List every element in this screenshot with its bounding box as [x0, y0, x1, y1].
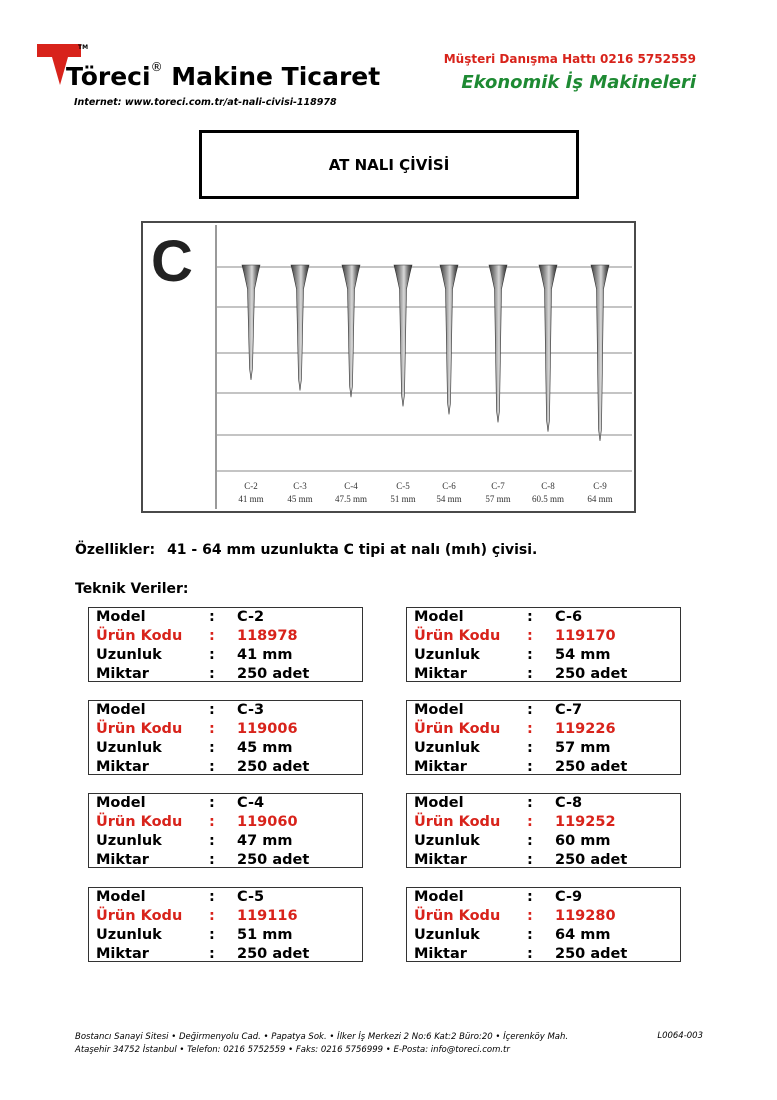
spec-separator: : — [527, 721, 533, 737]
nail-code-label: C-7 — [491, 481, 505, 491]
nail-c-7 — [489, 265, 507, 422]
spec-label: Model — [96, 795, 146, 811]
spec-separator: : — [527, 740, 533, 756]
tech-data-heading: Teknik Veriler: — [75, 581, 189, 597]
spec-value: 250 adet — [555, 759, 628, 775]
features-text: 41 - 64 mm uzunlukta C tipi at nalı (mıh) çivisi. — [167, 542, 538, 558]
spec-value: 250 adet — [555, 666, 628, 682]
spec-value: 60 mm — [555, 833, 611, 849]
spec-value: 250 adet — [555, 946, 628, 962]
spec-value: 119060 — [237, 814, 298, 830]
spec-card-c-6 — [406, 607, 681, 682]
spec-separator: : — [209, 795, 215, 811]
spec-separator: : — [209, 814, 215, 830]
features-line — [75, 542, 537, 558]
spec-value: C-7 — [555, 702, 583, 718]
spec-separator: : — [527, 702, 533, 718]
spec-value: 119280 — [555, 908, 616, 924]
footer-line-2: Ataşehir 34752 İstanbul • Telefon: 0216 5752559 • Faks: 0216 5756999 • E-Posta: info@toreci.com.tr — [75, 1045, 510, 1055]
spec-label: Uzunluk — [414, 927, 480, 943]
spec-value: 45 mm — [237, 740, 293, 756]
spec-label: Model — [414, 795, 464, 811]
spec-value: 54 mm — [555, 647, 611, 663]
spec-card-c-3 — [88, 700, 363, 775]
spec-separator: : — [209, 889, 215, 905]
nail-c-4 — [342, 265, 360, 397]
registered-mark: ® — [150, 60, 163, 74]
spec-separator: : — [527, 795, 533, 811]
spec-label: Uzunluk — [414, 833, 480, 849]
spec-label: Ürün Kodu — [414, 628, 501, 644]
footer-address — [75, 1031, 705, 1057]
spec-card-c-4 — [88, 793, 363, 868]
spec-card-c-9 — [406, 887, 681, 962]
customer-hotline: Müşteri Danışma Hattı 0216 5752559 — [443, 52, 696, 66]
nail-length-label: 57 mm — [485, 494, 511, 504]
nail-code-label: C-3 — [293, 481, 307, 491]
spec-separator: : — [527, 814, 533, 830]
nail-length-label: 54 mm — [436, 494, 462, 504]
spec-separator: : — [527, 946, 533, 962]
spec-label: Model — [96, 609, 146, 625]
page-title-box — [199, 130, 579, 199]
spec-label: Uzunluk — [96, 833, 162, 849]
spec-separator: : — [209, 852, 215, 868]
spec-label: Miktar — [414, 759, 467, 775]
spec-label: Uzunluk — [96, 740, 162, 756]
spec-separator: : — [527, 908, 533, 924]
spec-separator: : — [209, 721, 215, 737]
spec-separator: : — [527, 833, 533, 849]
spec-separator: : — [209, 702, 215, 718]
spec-value: 119252 — [555, 814, 616, 830]
nail-length-label: 64 mm — [587, 494, 613, 504]
nail-chart — [143, 223, 634, 511]
spec-separator: : — [209, 908, 215, 924]
page-title: AT NALI ÇİVİSİ — [328, 155, 450, 174]
spec-separator: : — [527, 852, 533, 868]
spec-label: Ürün Kodu — [96, 628, 183, 644]
spec-separator: : — [527, 759, 533, 775]
spec-label: Miktar — [96, 946, 149, 962]
spec-label: Ürün Kodu — [96, 814, 183, 830]
document-code: L0064-003 — [657, 1031, 703, 1041]
spec-label: Ürün Kodu — [414, 814, 501, 830]
nail-c-5 — [394, 265, 412, 407]
nail-c-6 — [440, 265, 458, 414]
spec-card-c-5 — [88, 887, 363, 962]
spec-value: 119226 — [555, 721, 616, 737]
brand-name-main: Töreci — [66, 62, 151, 91]
nail-c-8 — [539, 265, 557, 432]
spec-separator: : — [209, 946, 215, 962]
nail-code-label: C-9 — [593, 481, 607, 491]
spec-separator: : — [527, 666, 533, 682]
spec-card-c-8 — [406, 793, 681, 868]
spec-label: Ürün Kodu — [96, 721, 183, 737]
spec-separator: : — [209, 609, 215, 625]
spec-label: Miktar — [96, 666, 149, 682]
spec-value: 41 mm — [237, 647, 293, 663]
nail-c-2 — [242, 265, 260, 380]
spec-label: Miktar — [96, 759, 149, 775]
spec-separator: : — [209, 927, 215, 943]
spec-value: 250 adet — [237, 759, 310, 775]
spec-separator: : — [209, 740, 215, 756]
spec-label: Model — [414, 889, 464, 905]
spec-value: C-9 — [555, 889, 583, 905]
spec-label: Ürün Kodu — [414, 721, 501, 737]
spec-label: Uzunluk — [414, 740, 480, 756]
nail-length-label: 45 mm — [287, 494, 313, 504]
spec-separator: : — [527, 889, 533, 905]
spec-value: 51 mm — [237, 927, 293, 943]
spec-value: C-8 — [555, 795, 583, 811]
nail-code-label: C-8 — [541, 481, 555, 491]
spec-separator: : — [209, 833, 215, 849]
spec-value: 250 adet — [555, 852, 628, 868]
spec-value: C-2 — [237, 609, 265, 625]
spec-separator: : — [209, 666, 215, 682]
spec-value: 64 mm — [555, 927, 611, 943]
nail-length-label: 51 mm — [390, 494, 416, 504]
spec-value: C-5 — [237, 889, 265, 905]
nail-length-label: 60.5 mm — [531, 494, 565, 504]
spec-label: Miktar — [414, 666, 467, 682]
spec-label: Model — [414, 702, 464, 718]
brand-name — [66, 62, 380, 91]
spec-value: 57 mm — [555, 740, 611, 756]
spec-label: Uzunluk — [96, 647, 162, 663]
spec-value: 119006 — [237, 721, 298, 737]
spec-value: 250 adet — [237, 666, 310, 682]
spec-value: 119116 — [237, 908, 298, 924]
spec-separator: : — [209, 628, 215, 644]
spec-card-c-7 — [406, 700, 681, 775]
tagline: Ekonomik İş Makineleri — [461, 72, 696, 93]
spec-value: C-4 — [237, 795, 265, 811]
spec-label: Model — [96, 889, 146, 905]
brand-name-rest: Makine Ticaret — [162, 62, 381, 91]
spec-separator: : — [527, 927, 533, 943]
nail-length-label: 47.5 mm — [334, 494, 368, 504]
nail-code-label: C-2 — [244, 481, 258, 491]
spec-separator: : — [527, 647, 533, 663]
spec-label: Model — [96, 702, 146, 718]
trademark-mark: TM — [78, 44, 89, 51]
spec-card-c-2 — [88, 607, 363, 682]
spec-value: 119170 — [555, 628, 616, 644]
spec-value: C-6 — [555, 609, 583, 625]
spec-separator: : — [527, 628, 533, 644]
product-image — [141, 221, 636, 513]
nail-c-3 — [291, 265, 309, 391]
spec-separator: : — [527, 609, 533, 625]
spec-value: 250 adet — [237, 852, 310, 868]
footer-line-1: Bostancı Sanayi Sitesi • Değirmenyolu Cad. • Papatya Sok. • İlker İş Merkezi 2 No:6 Kat:2 Büro:20 • İçerenköy Mah. — [75, 1032, 569, 1042]
spec-label: Miktar — [414, 946, 467, 962]
spec-value: 250 adet — [237, 946, 310, 962]
spec-separator: : — [209, 647, 215, 663]
spec-label: Uzunluk — [96, 927, 162, 943]
spec-label: Miktar — [414, 852, 467, 868]
nail-length-label: 41 mm — [238, 494, 264, 504]
spec-value: 118978 — [237, 628, 298, 644]
spec-separator: : — [209, 759, 215, 775]
nail-code-label: C-6 — [442, 481, 456, 491]
spec-label: Uzunluk — [414, 647, 480, 663]
website-url[interactable]: Internet: www.toreci.com.tr/at-nali-civisi-118978 — [74, 97, 337, 108]
spec-label: Ürün Kodu — [96, 908, 183, 924]
spec-value: C-3 — [237, 702, 265, 718]
spec-label: Miktar — [96, 852, 149, 868]
spec-label: Model — [414, 609, 464, 625]
nail-code-label: C-4 — [344, 481, 358, 491]
nail-code-label: C-5 — [396, 481, 410, 491]
type-letter: C — [151, 229, 193, 294]
spec-label: Ürün Kodu — [414, 908, 501, 924]
features-label: Özellikler: — [75, 542, 156, 558]
spec-value: 47 mm — [237, 833, 293, 849]
